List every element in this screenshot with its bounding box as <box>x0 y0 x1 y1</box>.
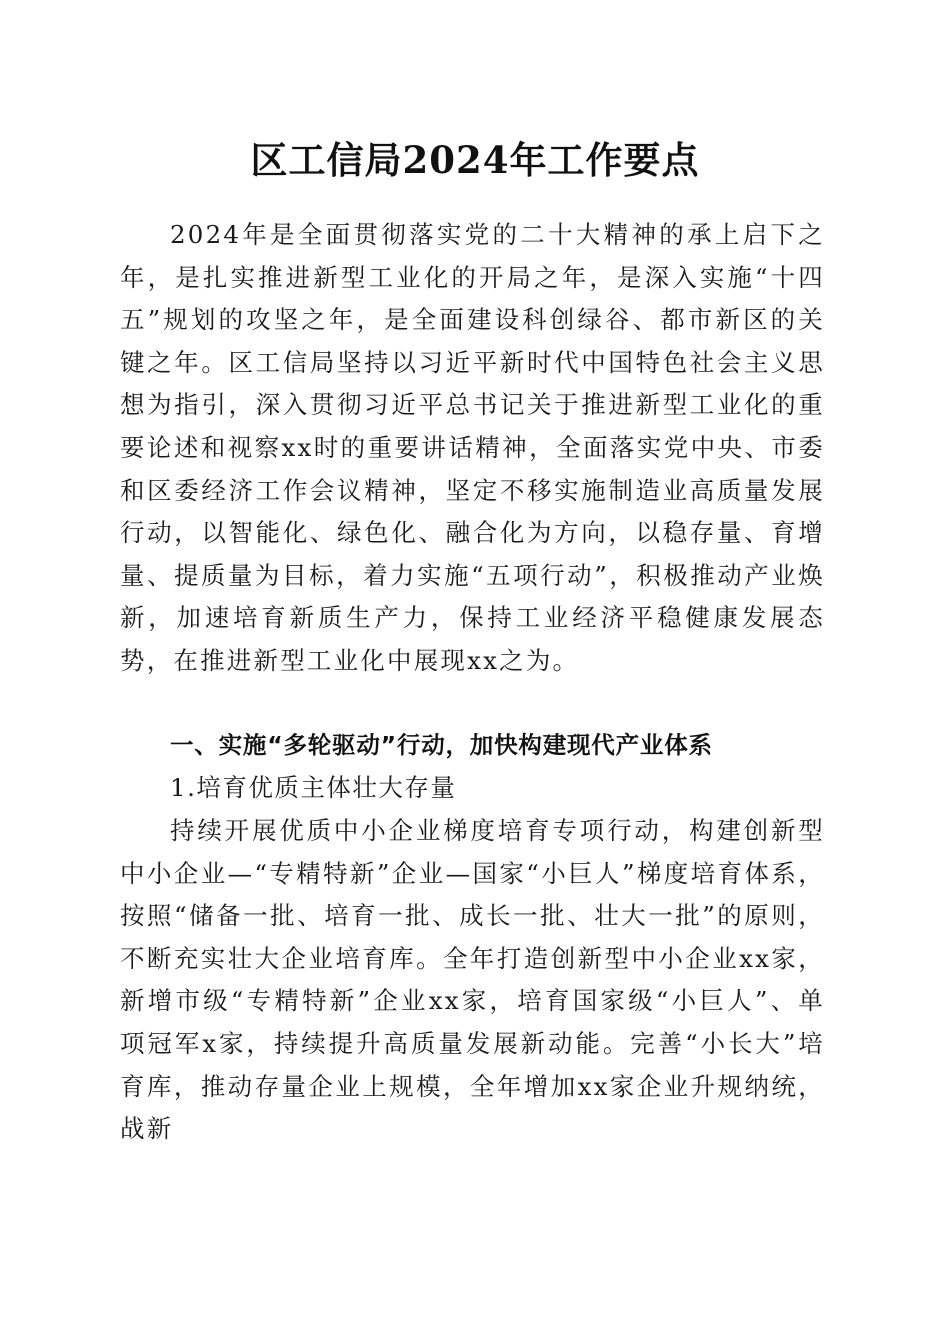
subsection-1-1-heading: 1.培育优质主体壮大存量 <box>170 773 457 802</box>
section-1-heading: 一、实施“多轮驱动”行动，加快构建现代产业体系 <box>170 731 713 759</box>
document-title: 区工信局2024年工作要点 <box>250 138 700 182</box>
subsection-1-1-paragraph: 持续开展优质中小企业梯度培育专项行动，构建创新型中小企业—“专精特新”企业—国家“小巨人”梯度培育体系，按照“储备一批、培育一批、成长一批、壮大一批”的原则，不断充实壮大企业培育库。全年打造创新型中小企业xx家，新增市级“专精特新”企业xx家，培育国家级“小巨人”、单项冠军x家，持续提升高质量发展新动能。完善“小长大”培育库，推动存量企业上规模，全年增加xx家企业升规纳统，战新 <box>120 816 825 1144</box>
intro-paragraph: 2024年是全面贯彻落实党的二十大精神的承上启下之年，是扎实推进新型工业化的开局之年，是深入实施“十四五”规划的攻坚之年，是全面建设科创绿谷、都市新区的关键之年。区工信局坚持以习近平新时代中国特色社会主义思想为指引，深入贯彻习近平总书记关于推进新型工业化的重要论述和视察xx时的重要讲话精神，全面落实党中央、市委和区委经济工作会议精神，坚定不移实施制造业高质量发展行动，以智能化、绿色化、融合化为方向，以稳存量、育增量、提质量为目标，着力实施“五项行动”，积极推动产业焕新，加速培育新质生产力，保持工业经济平稳健康发展态势，在推进新型工业化中展现xx之为。 <box>120 220 825 675</box>
